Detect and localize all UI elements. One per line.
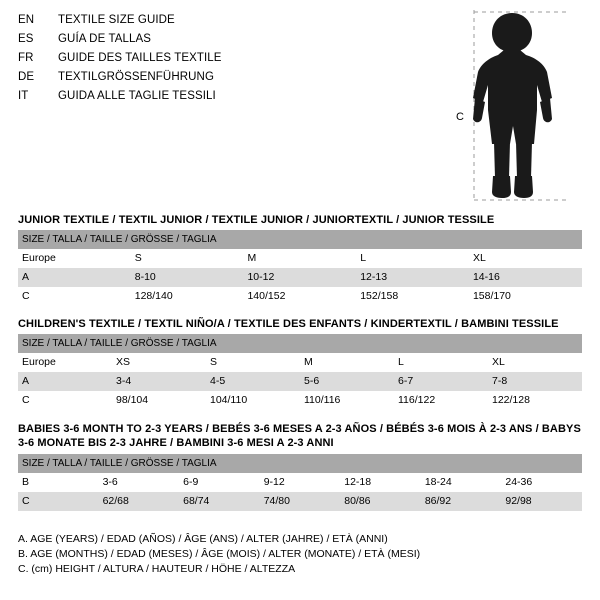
language-text: GUIDE DES TAILLES TEXTILE bbox=[58, 52, 222, 64]
cell: 6-9 bbox=[179, 473, 260, 492]
table-row bbox=[18, 492, 582, 511]
cell: 128/140 bbox=[131, 287, 244, 306]
row-label: B bbox=[18, 473, 99, 492]
cell: 6-7 bbox=[394, 372, 488, 391]
children-size-table bbox=[18, 334, 582, 410]
cell: M bbox=[300, 353, 394, 372]
row-label: A bbox=[18, 268, 131, 287]
cell: 158/170 bbox=[469, 287, 582, 306]
cell: M bbox=[243, 249, 356, 268]
table-header-label: SIZE / TALLA / TAILLE / GRÖSSE / TAGLIA bbox=[18, 230, 582, 249]
table-row bbox=[18, 249, 582, 268]
table-header-row bbox=[18, 454, 582, 473]
section-title: BABIES 3-6 MONTH TO 2-3 YEARS / BEBÉS 3-6 MESES A 2-3 AÑOS / BÉBÉS 3-6 MOIS À 2-3 ANS / BABYS 3-6 MONATE BIS 2-3 JAHRE / BAMBINI 3-6 MESI A 2-3 ANNI bbox=[18, 423, 581, 449]
cell: 152/158 bbox=[356, 287, 469, 306]
language-text: GUIDA ALLE TAGLIE TESSILI bbox=[58, 90, 216, 102]
language-code: FR bbox=[18, 52, 34, 64]
language-list bbox=[18, 14, 318, 109]
language-row bbox=[18, 71, 318, 90]
table-row bbox=[18, 391, 582, 410]
language-code: ES bbox=[18, 33, 34, 45]
cell: 122/128 bbox=[488, 391, 582, 410]
section-title: CHILDREN'S TEXTILE / TEXTIL NIÑO/A / TEXTILE DES ENFANTS / KINDERTEXTIL / BAMBINI TESSILE bbox=[18, 318, 559, 330]
cell: 110/116 bbox=[300, 391, 394, 410]
table-row bbox=[18, 268, 582, 287]
cell: 5-6 bbox=[300, 372, 394, 391]
cell: L bbox=[394, 353, 488, 372]
language-row bbox=[18, 52, 318, 71]
legend bbox=[18, 532, 582, 577]
cell: 9-12 bbox=[260, 473, 341, 492]
cell: XL bbox=[488, 353, 582, 372]
cell: 86/92 bbox=[421, 492, 502, 511]
table-row bbox=[18, 353, 582, 372]
cell: 3-4 bbox=[112, 372, 206, 391]
legend-line: A. AGE (YEARS) / EDAD (AÑOS) / ÂGE (ANS) / ALTER (JAHRE) / ETÀ (ANNI) bbox=[18, 533, 388, 545]
child-figure bbox=[430, 6, 595, 206]
cell: 98/104 bbox=[112, 391, 206, 410]
table-row bbox=[18, 372, 582, 391]
table-header-label: SIZE / TALLA / TAILLE / GRÖSSE / TAGLIA bbox=[18, 454, 582, 473]
language-row bbox=[18, 14, 318, 33]
table-header-label: SIZE / TALLA / TAILLE / GRÖSSE / TAGLIA bbox=[18, 334, 582, 353]
cell: 140/152 bbox=[243, 287, 356, 306]
row-label: A bbox=[18, 372, 112, 391]
child-silhouette-icon bbox=[430, 6, 595, 206]
cell: L bbox=[356, 249, 469, 268]
language-text: TEXTILGRÖSSENFÜHRUNG bbox=[58, 71, 214, 83]
language-text: GUÍA DE TALLAS bbox=[58, 33, 152, 45]
table-header-row bbox=[18, 230, 582, 249]
cell: 3-6 bbox=[99, 473, 180, 492]
table-row bbox=[18, 473, 582, 492]
cell: XL bbox=[469, 249, 582, 268]
legend-line: B. AGE (MONTHS) / EDAD (MESES) / ÂGE (MOIS) / ALTER (MONATE) / ETÀ (MESI) bbox=[18, 548, 421, 560]
language-row bbox=[18, 90, 318, 109]
cell: 80/86 bbox=[340, 492, 421, 511]
section-children bbox=[18, 318, 582, 410]
cell: 18-24 bbox=[421, 473, 502, 492]
cell: 104/110 bbox=[206, 391, 300, 410]
language-code: IT bbox=[18, 90, 29, 102]
row-label: C bbox=[18, 391, 112, 410]
language-code: EN bbox=[18, 14, 35, 26]
cell: 8-10 bbox=[131, 268, 244, 287]
cell: 10-12 bbox=[243, 268, 356, 287]
table-row bbox=[18, 287, 582, 306]
cell: 12-13 bbox=[356, 268, 469, 287]
cell: 62/68 bbox=[99, 492, 180, 511]
cell: XS bbox=[112, 353, 206, 372]
row-label: Europe bbox=[18, 353, 112, 372]
babies-size-table bbox=[18, 454, 582, 511]
section-title: JUNIOR TEXTILE / TEXTIL JUNIOR / TEXTILE JUNIOR / JUNIORTEXTIL / JUNIOR TESSILE bbox=[18, 214, 495, 226]
table-header-row bbox=[18, 334, 582, 353]
cell: S bbox=[206, 353, 300, 372]
cell: 24-36 bbox=[501, 473, 582, 492]
cell: 4-5 bbox=[206, 372, 300, 391]
row-label: Europe bbox=[18, 249, 131, 268]
section-babies bbox=[18, 422, 582, 511]
cell: 92/98 bbox=[501, 492, 582, 511]
cell: 14-16 bbox=[469, 268, 582, 287]
language-code: DE bbox=[18, 71, 35, 83]
junior-size-table bbox=[18, 230, 582, 306]
section-junior bbox=[18, 214, 582, 306]
cell: S bbox=[131, 249, 244, 268]
cell: 74/80 bbox=[260, 492, 341, 511]
row-label: C bbox=[18, 287, 131, 306]
cell: 7-8 bbox=[488, 372, 582, 391]
language-text: TEXTILE SIZE GUIDE bbox=[58, 14, 175, 26]
legend-line: C. (cm) HEIGHT / ALTURA / HAUTEUR / HÖHE / ALTEZZA bbox=[18, 563, 296, 575]
cell: 68/74 bbox=[179, 492, 260, 511]
figure-height-label: C bbox=[456, 111, 464, 123]
cell: 116/122 bbox=[394, 391, 488, 410]
language-row bbox=[18, 33, 318, 52]
cell: 12-18 bbox=[340, 473, 421, 492]
row-label: C bbox=[18, 492, 99, 511]
